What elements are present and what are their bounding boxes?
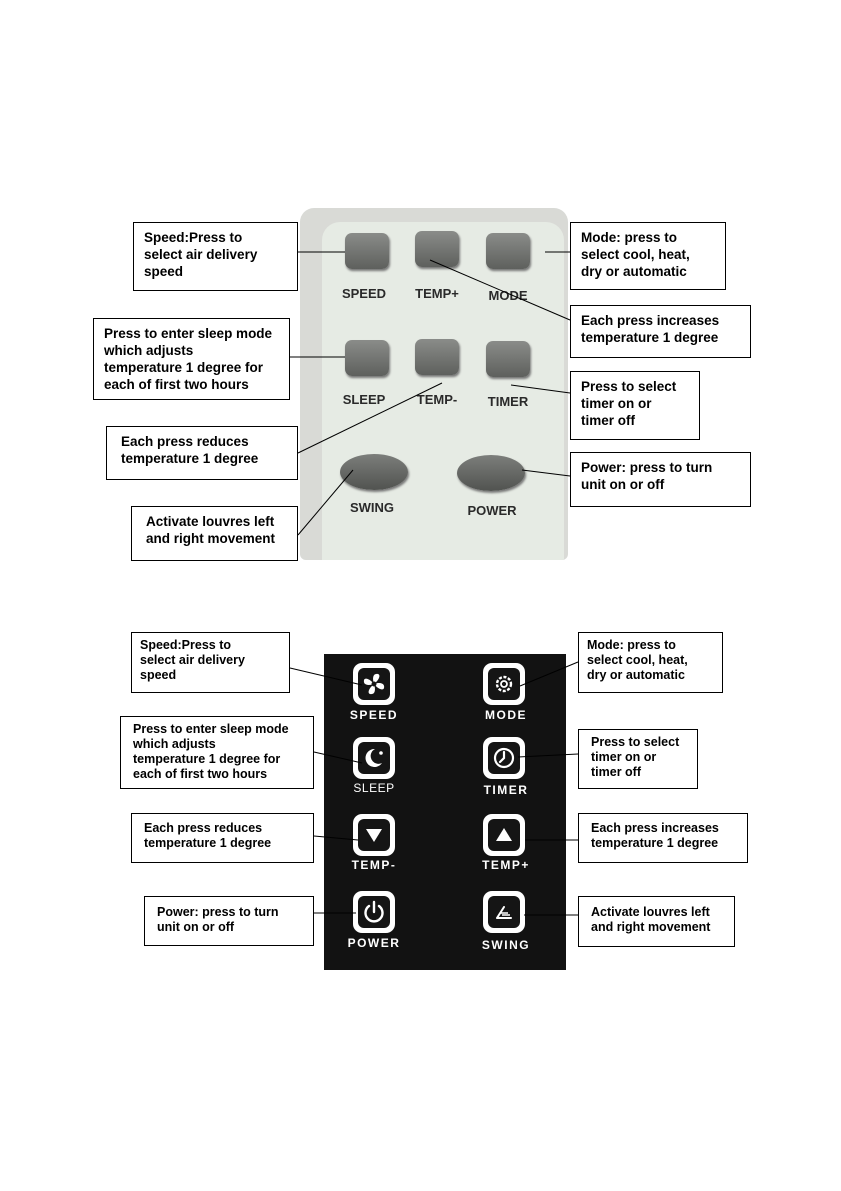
callout-swing (131, 506, 298, 561)
temp-minus-icon-label: TEMP- (351, 858, 397, 872)
callout-line: Press to select (581, 379, 677, 394)
callout-line: Speed:Press to (140, 638, 232, 652)
callout-line: which adjusts (104, 343, 194, 358)
callout-line: temperature 1 degree (144, 836, 272, 850)
temp-plus-icon-label: TEMP+ (482, 858, 530, 872)
callout-line: dry or automatic (581, 264, 687, 279)
power-key-label: POWER (467, 503, 517, 518)
timer-icon-label: TIMER (483, 783, 529, 797)
callout-temp-minus (106, 426, 298, 480)
callout-line: and right movement (146, 531, 276, 546)
power-icon-key[interactable] (353, 891, 395, 933)
sleep-key-label: SLEEP (342, 392, 386, 407)
callout-sleep-2 (120, 716, 314, 789)
callout-line: which adjusts (133, 737, 216, 751)
swing-icon (488, 896, 520, 928)
callout-line: timer on or (581, 396, 652, 411)
fan-icon (358, 668, 390, 700)
mode-icon-label: MODE (485, 708, 527, 722)
callout-line: timer on or (591, 750, 657, 764)
sleep-icon-key[interactable] (353, 737, 395, 779)
power-icon (358, 896, 390, 928)
callout-swing-2 (578, 896, 735, 947)
callout-line: Mode: press to (587, 638, 676, 652)
callout-line: select air delivery (140, 653, 245, 667)
callout-timer (570, 371, 700, 440)
power-icon-label: POWER (347, 936, 401, 950)
callout-line: temperature 1 degree (581, 330, 719, 345)
remote-photo (300, 208, 568, 560)
callout-temp-plus-2 (578, 813, 748, 863)
callout-line: Power: press to turn (157, 905, 279, 919)
callout-line: timer off (581, 413, 635, 428)
moon-icon (358, 742, 390, 774)
sleep-icon-label: SLEEP (353, 781, 395, 795)
callout-line: Each press increases (591, 821, 719, 835)
callout-sleep (93, 318, 290, 400)
speed-icon-key[interactable] (353, 663, 395, 705)
callout-line: temperature 1 degree for (133, 752, 281, 766)
callout-speed-2 (131, 632, 290, 693)
callout-line: timer off (591, 765, 641, 779)
mode-key[interactable] (486, 233, 530, 269)
speed-key-label: SPEED (341, 286, 387, 301)
callout-temp-plus (570, 305, 751, 358)
callout-line: Activate louvres left (591, 905, 710, 919)
timer-key[interactable] (486, 341, 530, 377)
gear-icon (488, 668, 520, 700)
power-key[interactable] (457, 455, 525, 491)
callout-line: Each press reduces (121, 434, 249, 449)
callout-line: Press to enter sleep mode (133, 722, 289, 736)
callout-line: Each press reduces (144, 821, 263, 835)
timer-icon-key[interactable] (483, 737, 525, 779)
callout-line: unit on or off (157, 920, 235, 934)
clock-icon (488, 742, 520, 774)
callout-line: each of first two hours (104, 377, 249, 392)
callout-line: Power: press to turn (581, 460, 713, 475)
triangle-down-icon (358, 819, 390, 851)
mode-key-label: MODE (488, 288, 528, 303)
callout-line: select air delivery (144, 247, 258, 262)
callout-mode-2 (578, 632, 723, 693)
callout-line: Speed:Press to (144, 230, 243, 245)
callout-line: temperature 1 degree (591, 836, 719, 850)
callout-line: temperature 1 degree for (104, 360, 264, 375)
callout-line: dry or automatic (587, 668, 685, 682)
callout-line: select cool, heat, (581, 247, 690, 262)
mode-icon-key[interactable] (483, 663, 525, 705)
swing-key[interactable] (340, 454, 408, 490)
callout-line: Activate louvres left (146, 514, 275, 529)
temp-plus-icon-key[interactable] (483, 814, 525, 856)
callout-power-2 (144, 896, 314, 946)
callout-line: temperature 1 degree (121, 451, 259, 466)
temp-minus-key-label: TEMP- (416, 392, 458, 407)
swing-icon-label: SWING (481, 938, 531, 952)
callout-line: Press to enter sleep mode (104, 326, 273, 341)
callout-line: select cool, heat, (587, 653, 688, 667)
callout-line: speed (140, 668, 177, 682)
callout-line: and right movement (591, 920, 711, 934)
callout-speed (133, 222, 298, 291)
temp-minus-key[interactable] (415, 339, 459, 375)
remote-icon-panel (324, 654, 566, 970)
callout-mode (570, 222, 726, 290)
temp-plus-key-label: TEMP+ (415, 286, 459, 301)
callout-line: each of first two hours (133, 767, 268, 781)
temp-minus-icon-key[interactable] (353, 814, 395, 856)
callout-line: speed (144, 264, 184, 279)
sleep-key[interactable] (345, 340, 389, 376)
callout-timer-2 (578, 729, 698, 789)
callout-temp-minus-2 (131, 813, 314, 863)
callout-power (570, 452, 751, 507)
timer-key-label: TIMER (487, 394, 529, 409)
speed-icon-label: SPEED (349, 708, 399, 722)
callout-line: Mode: press to (581, 230, 678, 245)
triangle-up-icon (488, 819, 520, 851)
callout-line: Press to select (591, 735, 680, 749)
temp-plus-key[interactable] (415, 231, 459, 267)
speed-key[interactable] (345, 233, 389, 269)
swing-icon-key[interactable] (483, 891, 525, 933)
callout-line: Each press increases (581, 313, 720, 328)
swing-key-label: SWING (349, 500, 395, 515)
callout-line: unit on or off (581, 477, 665, 492)
